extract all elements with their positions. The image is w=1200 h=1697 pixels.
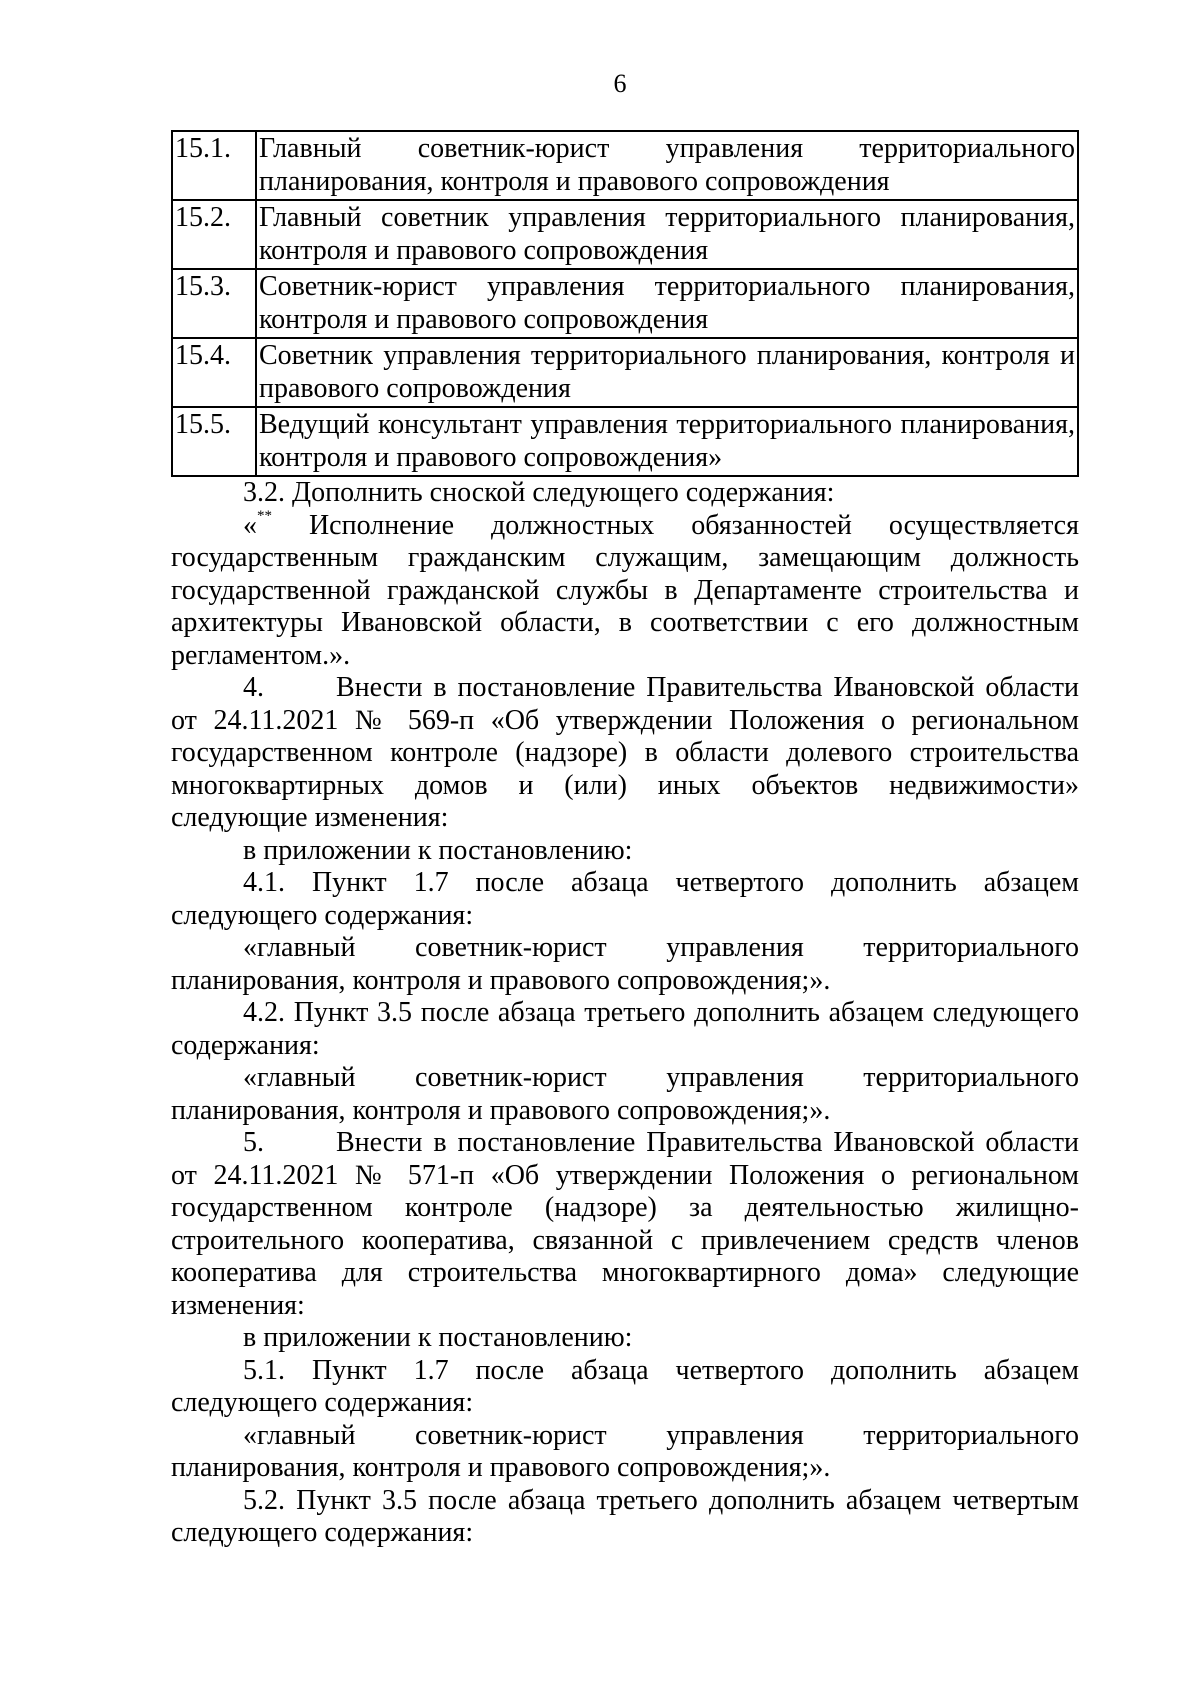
row-number: 15.5. bbox=[172, 407, 256, 476]
paragraph-5 bbox=[171, 1127, 1079, 1322]
row-number: 15.4. bbox=[172, 338, 256, 407]
table-row bbox=[172, 200, 1078, 269]
paragraph-4-2: 4.2. Пункт 3.5 после абзаца третьего дополнить абзацем следующего содержания: bbox=[171, 997, 1079, 1061]
table-row bbox=[172, 338, 1078, 407]
footnote-text: Исполнение должностных обязанностей осуществляется государственным гражданским служащим, замещающим должность государственной гражданской службы в Департаменте строительства и архитектуры Ивановской области, в соответствии с его должностным регламентом.». bbox=[171, 509, 1079, 671]
paragraph-4-1: 4.1. Пункт 1.7 после абзаца четвертого дополнить абзацем следующего содержания: bbox=[171, 867, 1079, 931]
paragraph-4-2-quote: «главный советник-юрист управления территориального планирования, контроля и правового сопровождения;». bbox=[171, 1062, 1079, 1126]
footnote-paragraph bbox=[171, 507, 1079, 673]
table-row bbox=[172, 269, 1078, 338]
paragraph-5-appendix: в приложении к постановлению: bbox=[243, 1322, 633, 1353]
row-number: 15.2. bbox=[172, 200, 256, 269]
table-row bbox=[172, 131, 1078, 200]
row-position-title: Главный советник управления территориального планирования, контроля и правового сопровождения bbox=[256, 200, 1078, 269]
row-number: 15.3. bbox=[172, 269, 256, 338]
paragraph-4-1-quote: «главный советник-юрист управления территориального планирования, контроля и правового сопровождения;». bbox=[171, 932, 1079, 996]
table-row bbox=[172, 407, 1078, 476]
paragraph-5-1: 5.1. Пункт 1.7 после абзаца четвертого дополнить абзацем следующего содержания: bbox=[171, 1354, 1079, 1418]
row-number: 15.1. bbox=[172, 131, 256, 200]
row-position-title: Ведущий консультант управления территориального планирования, контроля и правового сопровождения» bbox=[256, 407, 1078, 476]
paragraph-5-2: 5.2. Пункт 3.5 после абзаца третьего дополнить абзацем четвертым следующего содержания: bbox=[171, 1484, 1079, 1548]
paragraph-5-text: Внести в постановление Правительства Ивановской области от 24.11.2021 № 571-п «Об утверждении Положения о региональном государственном контроле (надзоре) за деятельностью жилищно-строительного кооператива, связанной с привлечением средств членов кооператива для строительства многоквартирного дома» следующие изменения: bbox=[171, 1127, 1079, 1321]
paragraph-3-2: 3.2. Дополнить сноской следующего содержания: bbox=[243, 477, 835, 508]
paragraph-4-text: Внести в постановление Правительства Ивановской области от 24.11.2021 № 569-п «Об утверждении Положения о региональном государственном контроле (надзоре) в области долевого строительства многоквартирных домов и (или) иных объектов недвижимости» следующие изменения: bbox=[171, 672, 1079, 833]
row-position-title: Главный советник-юрист управления территориального планирования, контроля и правового сопровождения bbox=[256, 131, 1078, 200]
paragraph-4-appendix: в приложении к постановлению: bbox=[243, 834, 633, 866]
paragraph-5-number: 5. bbox=[243, 1127, 264, 1158]
paragraph-5-1-quote: «главный советник-юрист управления территориального планирования, контроля и правового сопровождения;». bbox=[171, 1419, 1079, 1483]
page-number: 6 bbox=[613, 69, 627, 98]
row-position-title: Советник управления территориального планирования, контроля и правового сопровождения bbox=[256, 338, 1078, 407]
paragraph-4-number: 4. bbox=[243, 672, 264, 703]
paragraph-4 bbox=[171, 672, 1079, 835]
footnote-mark: ** bbox=[257, 507, 272, 524]
document-body bbox=[171, 130, 1079, 1550]
positions-table bbox=[171, 130, 1079, 477]
footnote-open-quote: « bbox=[243, 509, 257, 541]
row-position-title: Советник-юрист управления территориального планирования, контроля и правового сопровождения bbox=[256, 269, 1078, 338]
